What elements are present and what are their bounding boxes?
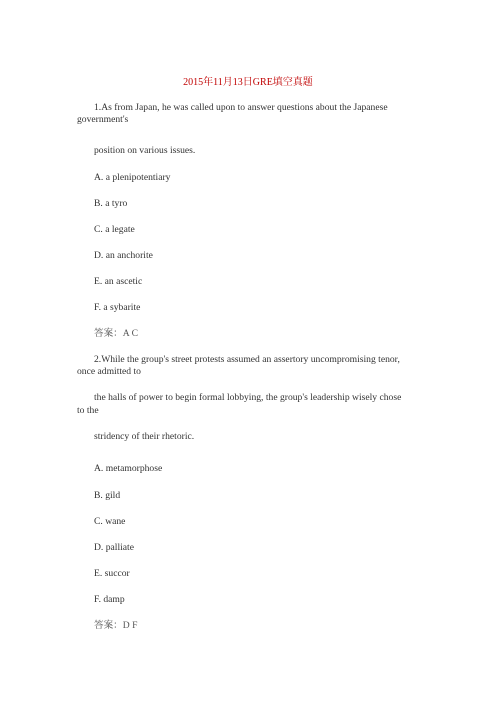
q1-option-d: D. an anchorite xyxy=(94,250,153,261)
q2-option-f: F. damp xyxy=(94,594,125,605)
q2-option-b: B. gild xyxy=(94,490,121,501)
q2-option-d: D. palliate xyxy=(94,542,134,553)
q2-stem-line-2-wrap: to the xyxy=(77,405,99,416)
q1-stem-line-2: position on various issues. xyxy=(94,145,196,156)
q2-stem-line-1: 2.While the group's street protests assumed an assertory uncompromising tenor, xyxy=(94,354,400,365)
q2-stem-line-3: stridency of their rhetoric. xyxy=(94,431,195,442)
q2-stem-line-1-wrap: once admitted to xyxy=(77,366,141,377)
q2-option-c: C. wane xyxy=(94,516,126,527)
q1-option-f: F. a sybarite xyxy=(94,302,141,313)
q1-option-e: E. an ascetic xyxy=(94,276,143,287)
q1-option-a: A. a plenipotentiary xyxy=(94,172,171,183)
q1-stem-line-1-wrap: government's xyxy=(77,114,129,125)
q2-stem-line-2: the halls of power to begin formal lobbying, the group's leadership wisely chose xyxy=(94,392,402,403)
q1-answer: 答案：A C xyxy=(94,328,138,339)
q1-stem-line-1: 1.As from Japan, he was called upon to answer questions about the Japanese xyxy=(94,102,388,113)
q2-option-e: E. succor xyxy=(94,568,130,579)
page-title: 2015年11月13日GRE填空真题 xyxy=(183,77,313,88)
q2-answer: 答案：D F xyxy=(94,620,138,631)
q1-option-c: C. a legate xyxy=(94,224,135,235)
q1-option-b: B. a tyro xyxy=(94,198,128,209)
q2-option-a: A. metamorphose xyxy=(94,463,163,474)
